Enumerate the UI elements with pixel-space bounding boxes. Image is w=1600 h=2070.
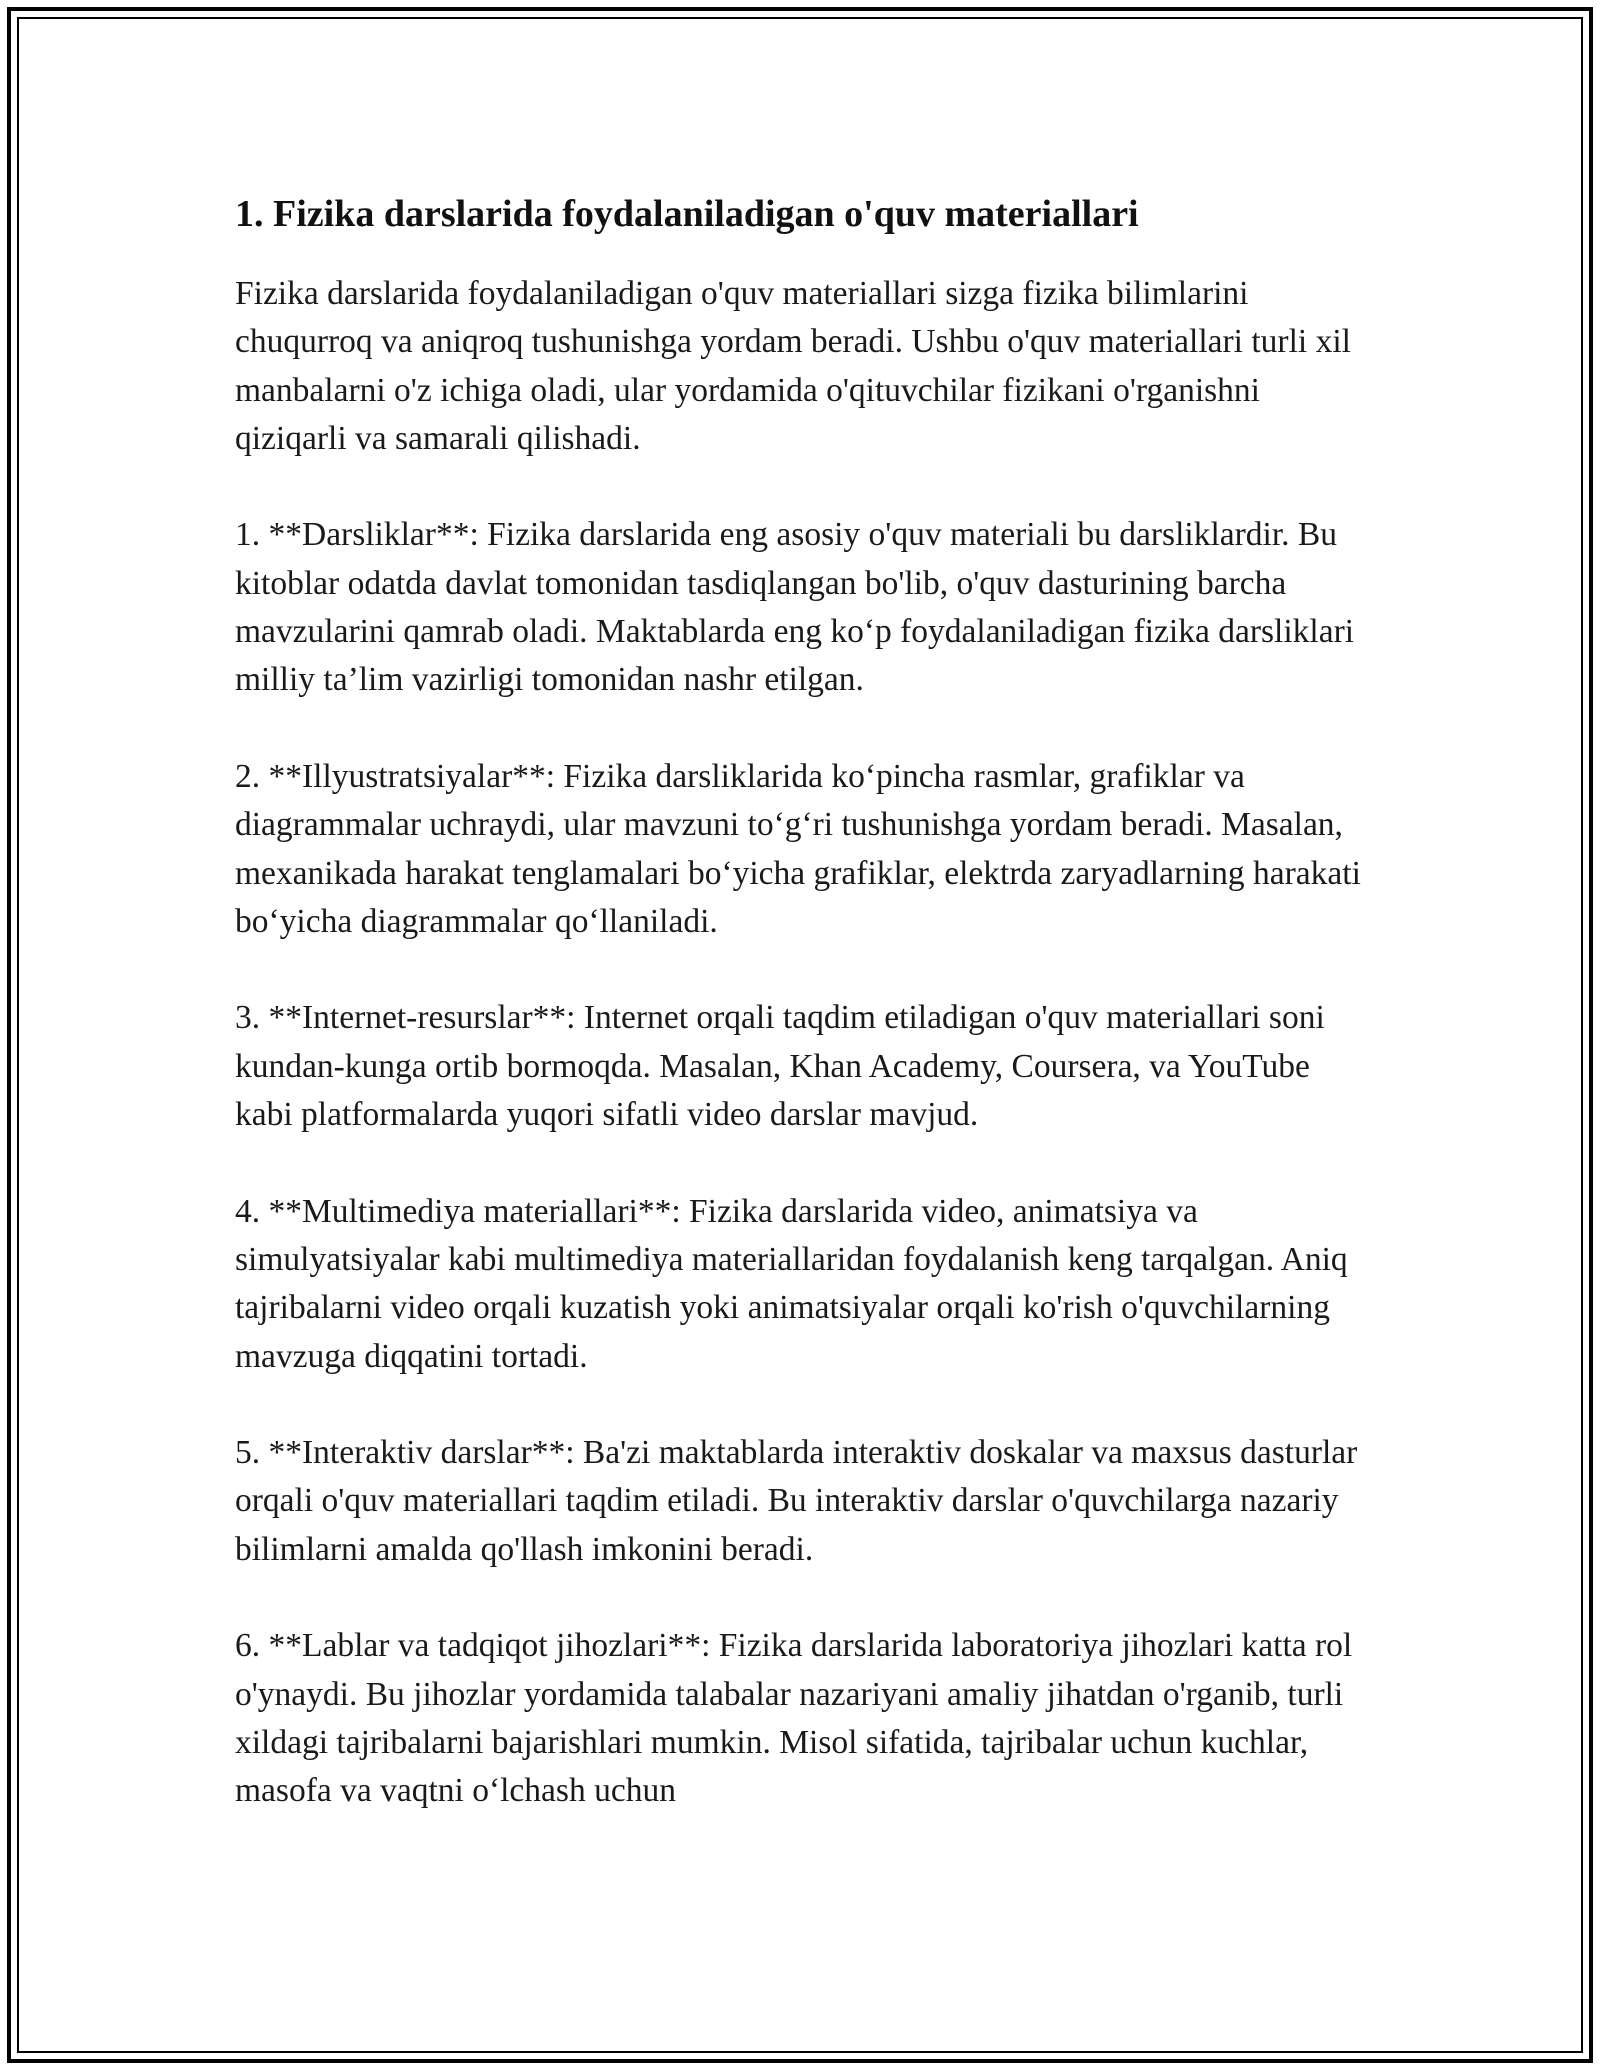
list-item-multimedia: 4. **Multimediya materiallari**: Fizika darslarida video, animatsiya va simulyatsiyalar kabi multimediya materiallaridan foydalanish keng tarqalgan. Aniq tajribalarni video orqali kuzatish yoki animatsiyalar orqali ko'rish o'quvchilarning mavzuga diqqatini tortadi. <box>235 1192 1348 1375</box>
document-title: 1. Fizika darslarida foydalaniladigan o'quv materiallari <box>235 193 1139 235</box>
intro-paragraph: Fizika darslarida foydalaniladigan o'quv materiallari sizga fizika bilimlarini chuqurroq va aniqroq tushunishga yordam beradi. Ushbu o'quv materiallari turli xil manbalarni o'z ichiga oladi, ular yordamida o'qituvchilar fizikani o'rganishni qiziqarli va samarali qilishadi. <box>235 275 1351 457</box>
list-item-internet-resources: 3. **Internet-resurslar**: Internet orqali taqdim etiladigan o'quv materiallari soni kundan-kunga ortib bormoqda. Masalan, Khan Academy, Coursera, va YouTube kabi platformalarda yuqori sifatli video darslar mavjud. <box>235 999 1325 1134</box>
list-item-illustrations: 2. **Illyustratsiyalar**: Fizika darsliklarida ko‘pincha rasmlar, grafiklar va diagrammalar uchraydi, ular mavzuni to‘g‘ri tushunishga yordam beradi. Masalan, mexanikada harakat tenglamalari bo‘yicha grafiklar, elektrda zaryadlarning harakati bo‘yicha diagrammalar qo‘llaniladi. <box>235 757 1361 940</box>
list-item-textbooks: 1. **Darsliklar**: Fizika darslarida eng asosiy o'quv materiali bu darsliklardir. Bu kitoblar odatda davlat tomonidan tasdiqlangan bo'lib, o'quv dasturining barcha mavzularini qamrab oladi. Maktablarda eng ko‘p foydalaniladigan fizika darsliklari milliy ta’lim vazirligi tomonidan nashr etilgan. <box>235 516 1355 699</box>
document-body <box>235 188 1375 1816</box>
list-item-interactive-lessons: 5. **Interaktiv darslar**: Ba'zi maktablarda interaktiv doskalar va maxsus dasturlar orqali o'quv materiallari taqdim etiladi. Bu interaktiv darslar o'quvchilarga nazariy bilimlarni amalda qo'llash imkonini beradi. <box>235 1434 1358 1568</box>
list-item-labs-equipment: 6. **Lablar va tadqiqot jihozlari**: Fizika darslarida laboratoriya jihozlari katta rol o'ynaydi. Bu jihozlar yordamida talabalar nazariyani amaliy jihatdan o'rganib, turli xildagi tajribalarni bajarishlari mumkin. Misol sifatida, tajribalar uchun kuchlar, masofa va vaqtni o‘lchash uchun <box>235 1627 1353 1810</box>
